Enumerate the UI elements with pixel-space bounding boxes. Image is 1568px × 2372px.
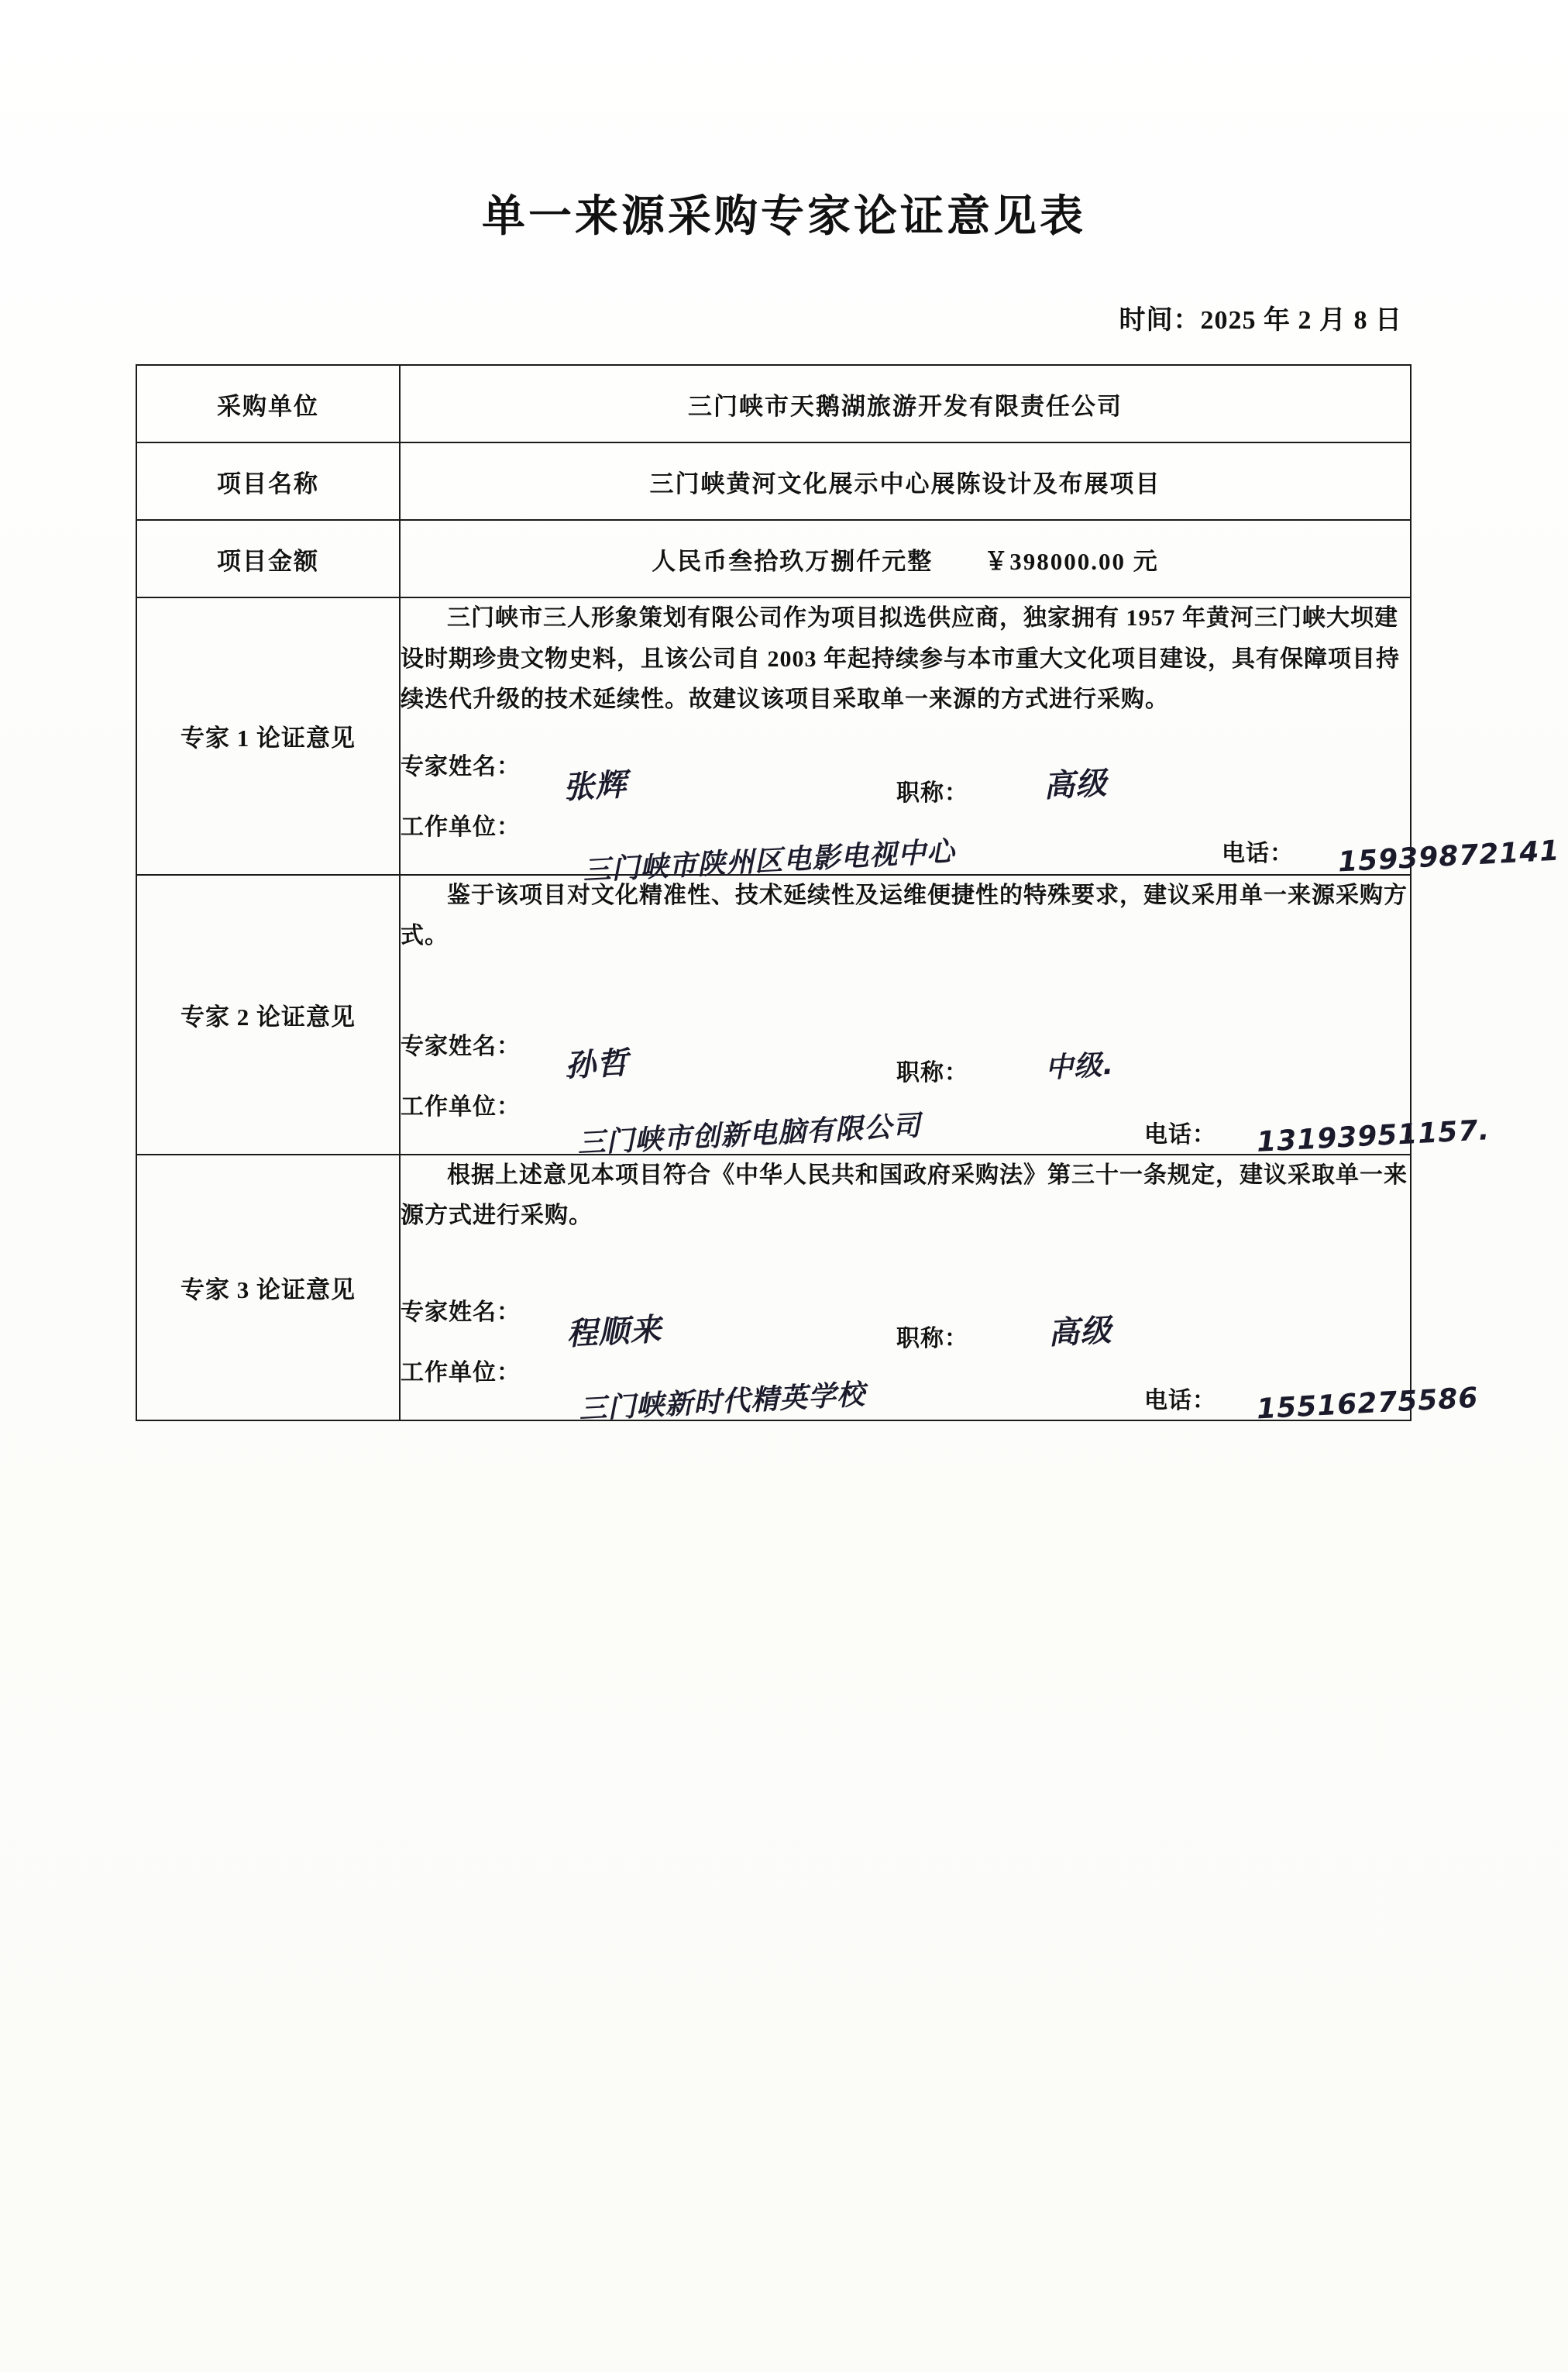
expert-3-name-label: 专家姓名： <box>401 1299 521 1325</box>
expert-1-phone-handwriting: 15939872141 <box>1337 835 1561 878</box>
expert-3-signature-block <box>401 1293 1480 1426</box>
expert-3-title-handwriting: 高级 <box>1047 1312 1113 1351</box>
table-row-expert-3 <box>136 1155 1411 1420</box>
expert-3-unit-line <box>401 1353 1480 1426</box>
field-value-project-amount: 人民币叁拾玖万捌仟元整 ￥398000.00 元 <box>400 520 1411 597</box>
expert-3-phone-handwriting: 15516275586 <box>1256 1382 1480 1425</box>
expert-1-title-handwriting: 高级 <box>1043 765 1109 804</box>
expert-1-unit-line <box>401 807 1561 887</box>
table-row-expert-1 <box>136 597 1411 875</box>
expert-1-opinion-text: 三门峡市三人形象策划有限公司作为项目拟选供应商，独家拥有 1957 年黄河三门峡大坝建设时期珍贵文物史料，且该公司自 2003 年起持续参与本市重大文化项目建设，具有保障项目持续迭代升级的技术延续性。故建议该项目采取单一来源的方式进行采购。 <box>401 605 1400 712</box>
expert-2-name-label: 专家姓名： <box>401 1033 521 1059</box>
table-row <box>136 442 1411 520</box>
expert-1-signature-block <box>401 747 1561 887</box>
expert-1-name-line <box>401 747 1410 807</box>
table-row-expert-2 <box>136 875 1411 1155</box>
expert-1-title-label: 职称： <box>896 780 968 806</box>
document-date: 时间：2025 年 2 月 8 日 <box>1119 306 1402 335</box>
expert-3-opinion-text: 根据上述意见本项目符合《中华人民共和国政府采购法》第三十一条规定，建议采取单一来源方式进行采购。 <box>401 1162 1408 1228</box>
expert-1-unit-label: 工作单位： <box>401 814 521 840</box>
table-row <box>136 365 1411 442</box>
expert-2-unit-line <box>401 1087 1491 1160</box>
expert-2-unit-label: 工作单位： <box>401 1093 521 1120</box>
table-row <box>136 520 1411 597</box>
page-title: 单一来源采购专家论证意见表 <box>482 193 1086 241</box>
field-label-project-amount: 项目金额 <box>136 520 400 597</box>
expert-3-name-handwriting: 程顺来 <box>566 1311 663 1352</box>
field-value-project-name: 三门峡黄河文化展示中心展陈设计及布展项目 <box>400 442 1411 520</box>
expert-1-phone-label: 电话： <box>1222 840 1294 866</box>
expert-2-unit-handwriting: 三门峡市创新电脑有限公司 <box>576 1109 922 1160</box>
expert-3-phone-label: 电话： <box>1144 1387 1216 1413</box>
expert-2-phone-handwriting: 13193951157. <box>1256 1114 1491 1158</box>
expert-3-title-label: 职称： <box>896 1325 968 1351</box>
field-label-expert-3: 专家 3 论证意见 <box>136 1155 400 1420</box>
expert-2-name-handwriting: 孙哲 <box>564 1045 630 1084</box>
expert-2-name-line <box>401 1027 1410 1087</box>
form-table-wrapper <box>136 364 1561 1426</box>
field-value-purchaser: 三门峡市天鹅湖旅游开发有限责任公司 <box>400 365 1411 442</box>
expert-2-opinion-cell <box>400 875 1491 1160</box>
expert-2-opinion-text: 鉴于该项目对文化精准性、技术延续性及运维便捷性的特殊要求，建议采用单一来源采购方式。 <box>401 882 1408 948</box>
expert-2-signature-block <box>401 1027 1491 1160</box>
expert-3-opinion-cell <box>400 1155 1480 1426</box>
field-label-purchaser: 采购单位 <box>136 365 400 442</box>
field-label-expert-2: 专家 2 论证意见 <box>136 875 400 1155</box>
expert-2-title-label: 职称： <box>896 1059 968 1086</box>
field-label-expert-1: 专家 1 论证意见 <box>136 597 400 875</box>
expert-2-title-handwriting: 中级. <box>1044 1048 1115 1084</box>
expert-3-name-line <box>401 1293 1410 1353</box>
expert-2-phone-label: 电话： <box>1144 1121 1216 1148</box>
expert-1-name-label: 专家姓名： <box>401 753 521 780</box>
form-table <box>136 364 1561 1426</box>
expert-1-name-handwriting: 张辉 <box>562 766 628 806</box>
expert-3-unit-label: 工作单位： <box>401 1359 521 1386</box>
expert-3-unit-handwriting: 三门峡新时代精英学校 <box>578 1378 866 1426</box>
expert-1-opinion-cell <box>400 597 1561 887</box>
field-label-project-name: 项目名称 <box>136 442 400 520</box>
expert-1-unit-handwriting: 三门峡市陕州区电影电视中心 <box>582 835 956 887</box>
